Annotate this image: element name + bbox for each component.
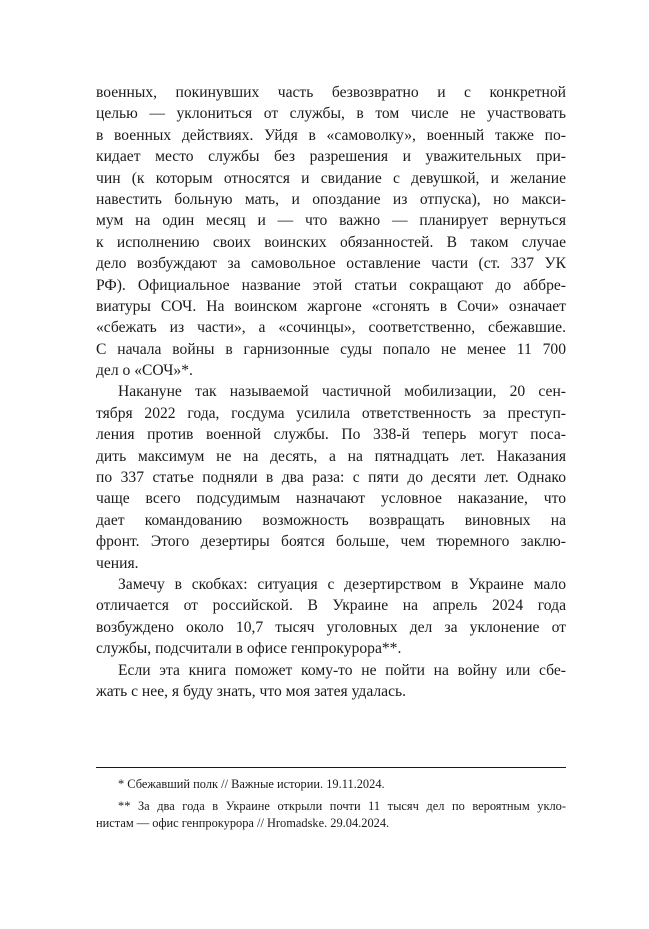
text-line: тября 2022 года, госдума усилила ответственность за преступ- bbox=[96, 404, 566, 422]
text-line: фронт. Этого дезертиры боятся больше, чем тюремного заклю- bbox=[96, 533, 566, 551]
main-text bbox=[96, 82, 566, 702]
footnote-1 bbox=[96, 776, 566, 794]
text-line: мум на один месяц и — что важно — планирует вернуться bbox=[96, 212, 566, 230]
text-line: возбуждено около 10,7 тысяч уголовных дел за уклонение от bbox=[96, 618, 566, 636]
footnote-2 bbox=[96, 798, 566, 833]
text-line: жать с нее, я буду знать, что моя затея удалась. bbox=[96, 682, 407, 700]
text-line: «сбежать из части», а «сочинцы», соответственно, сбежавшие. bbox=[96, 319, 566, 337]
text-line: службы, подсчитали в офисе генпрокурора**. bbox=[96, 640, 402, 658]
text-line: чаще всего подсудимым назначают условное наказание, что bbox=[96, 490, 566, 508]
text-line: к исполнению своих воинских обязанностей. В таком случае bbox=[96, 233, 566, 251]
text-line: Замечу в скобках: ситуация с дезертирством в Украине мало bbox=[118, 575, 566, 593]
text-line: целью — уклониться от службы, в том числе не участвовать bbox=[96, 105, 566, 123]
paragraph-2 bbox=[96, 381, 566, 574]
paragraph-4 bbox=[96, 660, 566, 703]
text-line: военных, покинувших часть безвозвратно и с конкретной bbox=[96, 84, 566, 101]
paragraph-3 bbox=[96, 574, 566, 660]
footnote-line: ** За два года в Украине открыли почти 11 тысяч дел по вероятным укло- bbox=[118, 798, 566, 813]
text-line: ления против военной службы. По 338-й теперь могут поса- bbox=[96, 426, 566, 444]
text-line: дело возбуждают за самовольное оставление части (ст. 337 УК bbox=[96, 255, 566, 273]
text-line: по 337 статье подняли в два раза: с пяти до десяти лет. Однако bbox=[96, 469, 566, 487]
text-line: С начала войны в гарнизонные суды попало не менее 11 700 bbox=[96, 340, 566, 358]
footnotes bbox=[96, 776, 566, 837]
text-line: дить максимум не на десять, а на пятнадцать лет. Наказания bbox=[96, 447, 566, 465]
footnote-divider bbox=[96, 767, 566, 768]
text-line: дает командованию возможность возвращать виновных на bbox=[96, 511, 566, 529]
text-line: навестить больную мать, и опоздание из отпуска), но макси- bbox=[96, 190, 566, 208]
text-line: чения. bbox=[96, 554, 139, 572]
text-line: кидает место службы без разрешения и уважительных при- bbox=[96, 148, 566, 166]
text-line: РФ). Официальное название этой статьи сокращают до аббре- bbox=[96, 276, 566, 294]
text-line: чин (к которым относятся и свидание с девушкой, и желание bbox=[96, 169, 566, 187]
paragraph-1 bbox=[96, 82, 566, 381]
text-line: отличается от российской. В Украине на апрель 2024 года bbox=[96, 597, 566, 615]
text-line: в военных действиях. Уйдя в «самоволку», военный также по- bbox=[96, 126, 566, 144]
text-line: виатуры СОЧ. На воинском жаргоне «сгонять в Сочи» означает bbox=[96, 297, 566, 315]
text-line: Накануне так называемой частичной мобилизации, 20 сен- bbox=[118, 383, 566, 401]
text-line: дел о «СОЧ»*. bbox=[96, 362, 193, 380]
footnote-line: нистам — офис генпрокурора // Hromadske. 29.04.2024. bbox=[96, 816, 390, 830]
text-line: Если эта книга поможет кому-то не пойти на войну или сбе- bbox=[118, 661, 566, 679]
footnote-line: * Сбежавший полк // Важные истории. 19.11.2024. bbox=[118, 777, 385, 791]
